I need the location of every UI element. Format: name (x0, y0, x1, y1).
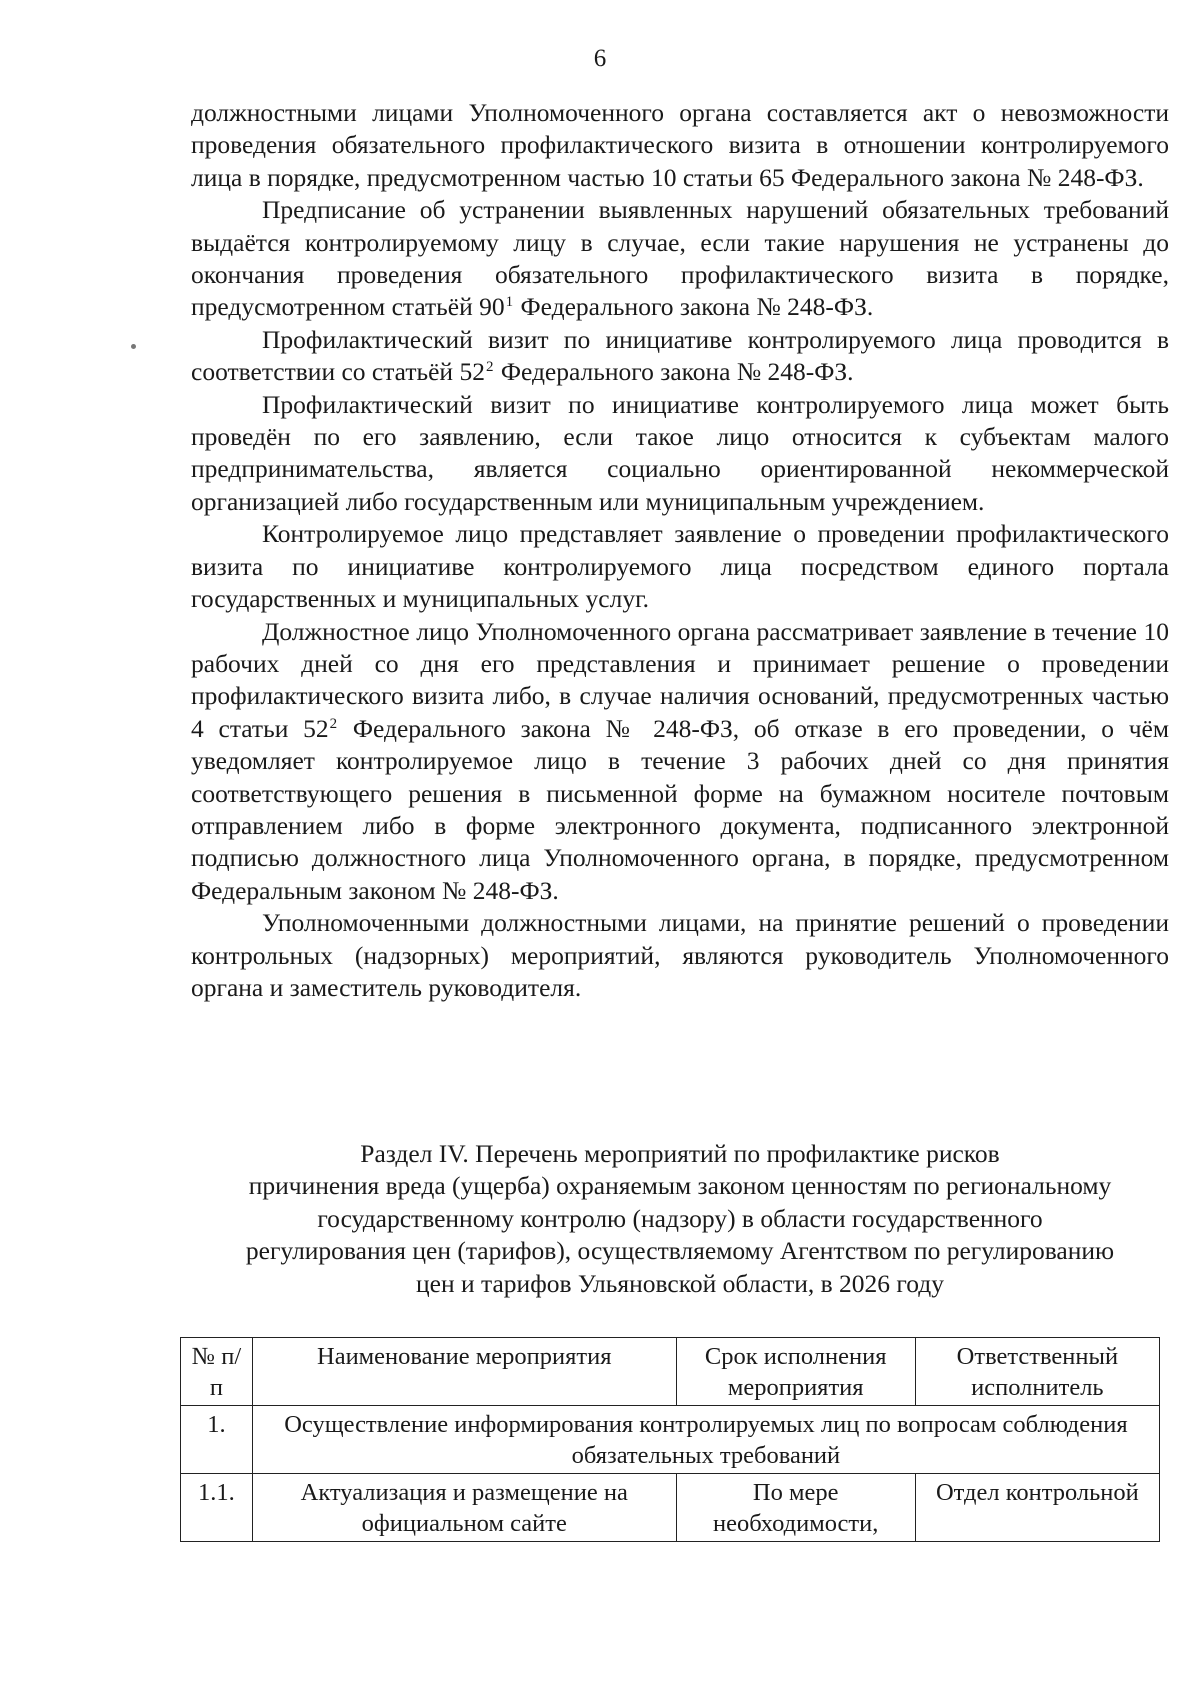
section-title-line: Раздел IV. Перечень мероприятий по профилактике рисков (360, 1139, 1000, 1168)
document-body (191, 97, 1169, 1004)
paragraph: Контролируемое лицо представляет заявление о проведении профилактического визита по инициативе контролируемого лица посредством единого портала государственных и муниципальных услуг. (191, 519, 1169, 614)
header-name: Наименование мероприятия (252, 1338, 676, 1406)
section-heading (185, 1138, 1175, 1300)
measures-table (180, 1337, 1160, 1542)
paragraph-text: Федерального закона № 248-ФЗ. (494, 357, 854, 387)
paragraph: Профилактический визит по инициативе контролируемого лица может быть проведён по его заявлению, если такое лицо относится к субъектам малого предпринимательства, является социально ориентированной некоммерческой организацией либо государственным или муниципальным учреждением. (191, 389, 1169, 516)
header-responsible: Ответственный исполнитель (915, 1338, 1159, 1406)
row-deadline: По мере необходимости, (676, 1474, 915, 1542)
paragraph-text: Федерального закона № 248-ФЗ. (514, 292, 874, 322)
section-title-line: цен и тарифов Ульяновской области, в 2026 году (416, 1268, 944, 1298)
table-header-row (181, 1338, 1160, 1406)
paragraph (191, 616, 1169, 908)
superscript: 1 (505, 294, 514, 311)
superscript: 2 (329, 715, 338, 732)
paragraph-text: Профилактический визит по инициативе контролируемого лица проводится в соответствии со статьёй 52 (191, 324, 1169, 387)
row-name: Актуализация и размещение на официальном сайте (252, 1474, 676, 1542)
paragraph: должностными лицами Уполномоченного органа составляется акт о невозможности проведения обязательного профилактического визита в отношении контролируемого лица в порядке, предусмотренном частью 10 статьи 65 Федерального закона № 248-ФЗ. (191, 98, 1169, 192)
superscript: 2 (485, 359, 494, 376)
paragraph-text: Предписание об устранении выявленных нарушений обязательных требований выдаётся контролируемому лицу в случае, если такие нарушения не устранены до окончания проведения обязательного профилактического визита в порядке, предусмотренном статьёй 90 (191, 195, 1169, 322)
paragraph-text: Федерального закона № 248-ФЗ, об отказе в его проведении, о чём уведомляет контролируемое лицо в течение 3 рабочих дней со дня принятия соответствующего решения в письменной форме на бумажном носителе почтовым отправлением либо в форме электронного документа, подписанного электронной подписью должностного лица Уполномоченного органа, в порядке, предусмотренном Федеральным законом № 248-ФЗ. (191, 713, 1170, 905)
table-row (181, 1474, 1160, 1542)
section-title-line: причинения вреда (ущерба) охраняемым законом ценностям по региональному (248, 1171, 1112, 1201)
row-responsible: Отдел контрольной (915, 1474, 1159, 1542)
row-number: 1.1. (181, 1474, 253, 1542)
group-number: 1. (181, 1406, 253, 1474)
table-group-row (181, 1406, 1160, 1474)
paragraph-text: Должностное лицо Уполномоченного органа рассматривает заявление в течение 10 рабочих дней со дня его представления и принимает решение о проведении профилактического визита либо, в случае наличия оснований, предусмотренных частью 4 статьи 52 (191, 616, 1169, 743)
group-title: Осуществление информирования контролируемых лиц по вопросам соблюдения обязательных требований (252, 1406, 1159, 1474)
scan-speck (131, 344, 136, 349)
paragraph (191, 324, 1169, 389)
header-number: № п/п (181, 1338, 253, 1406)
paragraph (191, 194, 1169, 324)
paragraph: Уполномоченными должностными лицами, на принятие решений о проведении контрольных (надзорных) мероприятий, являются руководитель Уполномоченного органа и заместитель руководителя. (191, 908, 1169, 1002)
section-title-line: государственному контролю (надзору) в области государственного (317, 1203, 1043, 1233)
section-title-line: регулирования цен (тарифов), осуществляемому Агентством по регулированию (245, 1236, 1115, 1266)
page-number: 6 (593, 45, 607, 72)
header-deadline: Срок исполнения мероприятия (676, 1338, 915, 1406)
